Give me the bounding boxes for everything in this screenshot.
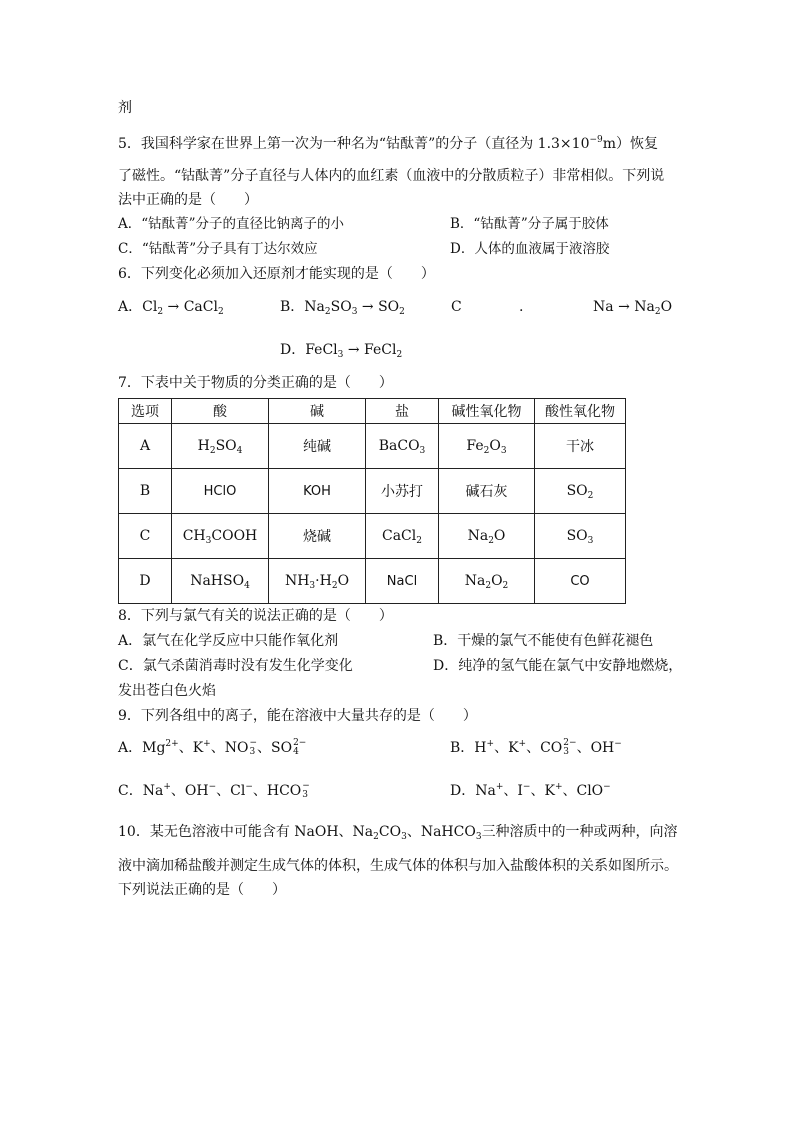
q8-option-a: A．氯气在化学反应中只能作氧化剂	[118, 633, 339, 649]
ion-formula	[576, 783, 610, 799]
table-row	[119, 469, 626, 514]
ion-base: NO	[224, 740, 249, 756]
base-part: ·H	[315, 573, 332, 589]
q5-line2: 了磁性。“钴酞菁”分子直径与人体内的血红素（血液中的分散质粒子）非常相似。下列说	[118, 168, 665, 184]
base-part: O	[337, 573, 350, 589]
classification-table	[118, 398, 626, 604]
q6-stem: 6．下列变化必须加入还原剂才能实现的是（ ）	[118, 266, 435, 282]
ion-charge: +	[203, 739, 211, 749]
q6-c-arrow: →	[618, 299, 630, 315]
acidic-oxide-sub: 2	[587, 491, 594, 501]
ion-base: H	[474, 740, 487, 756]
row-basic-oxide: 碱石灰	[439, 469, 535, 514]
q6-a-to: CaCl	[183, 299, 218, 315]
header-acidic-oxide: 酸性氧化物	[535, 399, 626, 424]
basic-oxide-part: Na	[464, 573, 486, 589]
row-base	[269, 559, 366, 604]
ion-script-stack	[249, 739, 257, 757]
acid-sub: 4	[236, 446, 243, 456]
q6-a-arrow: →	[167, 299, 180, 315]
ion-charge: −	[208, 782, 217, 792]
basic-oxide-sub: 2	[483, 446, 490, 456]
ion-subscript: 3	[302, 790, 308, 800]
ion-separator: 、	[170, 783, 185, 799]
q6-b-from-rest: SO	[330, 299, 352, 315]
q6-b-arrow: →	[361, 299, 374, 315]
q8-stem: 8．下列与氯气有关的说法正确的是（ ）	[118, 608, 393, 624]
row-salt: NaCl	[366, 559, 439, 604]
q5-line1	[118, 134, 658, 154]
q8-option-c: C．氯气杀菌消毒时没有发生化学变化	[118, 658, 353, 674]
salt-part: BaCO	[378, 438, 420, 454]
ion-formula	[230, 783, 253, 799]
q9-a-label: A．	[118, 740, 143, 756]
ion-separator: 、	[210, 740, 225, 756]
acid-part: CH	[182, 528, 206, 544]
ion-separator: 、	[530, 783, 545, 799]
ion-subscript: 3	[563, 747, 570, 757]
acidic-oxide-part: SO	[566, 483, 588, 499]
ion-charge: +	[554, 782, 563, 792]
acidic-oxide-part: SO	[566, 528, 588, 544]
basic-oxide-part: O	[489, 438, 501, 454]
row-acid: HClO	[172, 469, 269, 514]
q6-d-from: FeCl	[305, 342, 338, 358]
ion-formula	[517, 783, 530, 799]
row-basic-oxide	[439, 424, 535, 469]
ion-subscript: 4	[293, 747, 299, 757]
ion-charge: 2+	[165, 739, 179, 749]
salt-sub: 2	[416, 536, 422, 546]
row-base: 烧碱	[269, 514, 366, 559]
basic-oxide-part: O	[493, 528, 506, 544]
basic-oxide-part: Fe	[466, 438, 484, 454]
basic-oxide-sub: 2	[485, 581, 492, 591]
ion-charge: −	[245, 782, 253, 792]
ion-base: OH	[590, 740, 615, 756]
acid-sub: 2	[209, 446, 216, 456]
row-basic-oxide	[439, 514, 535, 559]
q6-b-from-sub: 2	[324, 307, 331, 317]
ion-formula	[271, 740, 306, 756]
basic-oxide-sub: 2	[502, 581, 509, 591]
row-acid	[172, 424, 269, 469]
ion-formula	[591, 740, 622, 756]
header-salt: 盐	[366, 399, 439, 424]
q6-b-to-sub: 2	[399, 307, 405, 317]
row-base: KOH	[269, 469, 366, 514]
ion-formula	[267, 783, 310, 799]
q6-c-from: Na	[593, 299, 614, 315]
q9-option-c	[118, 781, 310, 801]
q5-exponent: −9	[589, 135, 603, 145]
ion-base: K	[544, 783, 555, 799]
salt-part: CaCl	[382, 528, 417, 544]
ion-charge: −	[614, 739, 622, 749]
ion-base: Na	[142, 783, 164, 799]
base-sub: 2	[331, 581, 338, 591]
q6-option-b	[280, 297, 405, 317]
q10-sub: 3	[475, 832, 482, 842]
ion-base: I	[517, 783, 523, 799]
ion-formula	[508, 740, 526, 756]
q6-c-to-sub: 2	[654, 307, 661, 317]
header-basic-oxide: 碱性氧化物	[439, 399, 535, 424]
ion-formula	[225, 740, 257, 756]
ion-base: Mg	[142, 740, 166, 756]
q10-line1	[118, 822, 678, 842]
row-basic-oxide	[439, 559, 535, 604]
q8-option-b: B．干燥的氯气不能使有色鲜花褪色	[433, 633, 654, 649]
row-acid	[172, 559, 269, 604]
ion-charge: +	[486, 739, 495, 749]
ion-charge: +	[495, 782, 504, 792]
basic-oxide-sub: 2	[488, 536, 494, 546]
q6-option-c-label: C	[451, 299, 462, 315]
ion-base: OH	[184, 783, 209, 799]
row-option: B	[119, 469, 172, 514]
table-row	[119, 514, 626, 559]
ion-charge: +	[518, 739, 527, 749]
basic-oxide-part: Na	[467, 528, 489, 544]
q6-option-c	[593, 297, 672, 317]
q6-b-from-sub2: 3	[351, 307, 358, 317]
acid-sub: 4	[244, 581, 250, 591]
ion-base: CO	[540, 740, 563, 756]
q6-option-a	[118, 297, 224, 317]
q6-d-from-sub: 3	[337, 350, 344, 360]
q6-b-from: Na	[304, 299, 325, 315]
ion-separator: 、	[576, 740, 591, 756]
q6-a-from: Cl	[142, 299, 158, 315]
ion-separator: 、	[562, 783, 577, 799]
lead-in-text: 剂	[118, 100, 132, 116]
acid-part: H	[197, 438, 210, 454]
ion-formula	[540, 740, 576, 756]
basic-oxide-part: O	[491, 573, 503, 589]
row-acid	[172, 514, 269, 559]
ion-separator: 、	[252, 783, 267, 799]
q8-option-d: D．纯净的氢气能在氯气中安静地燃烧，	[433, 658, 683, 674]
acid-part: SO	[215, 438, 237, 454]
ion-charge: −	[603, 782, 611, 792]
base-sub: 3	[309, 581, 316, 591]
header-option: 选项	[119, 399, 172, 424]
ion-script-stack	[293, 739, 306, 757]
ion-base: K	[192, 740, 204, 756]
ion-base: HCO	[266, 783, 302, 799]
row-acidic-oxide: 干冰	[535, 424, 626, 469]
ion-separator: 、	[257, 740, 271, 756]
ion-formula	[193, 740, 211, 756]
q6-a-from-sub: 2	[157, 307, 164, 317]
table-row	[119, 559, 626, 604]
q6-d-to-sub: 2	[396, 350, 403, 360]
ion-formula	[142, 740, 179, 756]
q10-text: CO	[378, 824, 402, 840]
salt-sub: 3	[419, 446, 426, 456]
ion-formula	[143, 783, 171, 799]
q7-stem: 7．下表中关于物质的分类正确的是（ ）	[118, 375, 393, 391]
q5-line1-post: m）恢复	[602, 136, 659, 152]
ion-base: Na	[475, 783, 496, 799]
ion-base: K	[508, 740, 519, 756]
q6-a-label: A．	[118, 299, 143, 315]
q5-option-c: C．“钴酞菁”分子具有丁达尔效应	[118, 241, 318, 257]
q10-text: 10．某无色溶液中可能含有 NaOH、Na	[118, 824, 374, 840]
row-option: A	[119, 424, 172, 469]
q9-c-label: C．	[118, 783, 143, 799]
row-salt: 小苏打	[366, 469, 439, 514]
row-option: C	[119, 514, 172, 559]
ion-separator: 、	[503, 783, 518, 799]
ion-subscript: 3	[249, 747, 256, 757]
ion-charge: −	[249, 738, 257, 748]
q6-d-to: FeCl	[364, 342, 397, 358]
acidic-oxide-sub: 3	[587, 536, 594, 546]
base-part: NH	[284, 573, 310, 589]
q10-sub: 2	[373, 832, 379, 842]
q10-text: 三种溶质中的一种或两种，向溶	[481, 824, 678, 840]
ion-charge: +	[163, 782, 171, 792]
row-option: D	[119, 559, 172, 604]
q9-option-d	[450, 781, 611, 801]
q6-c-to-rest: O	[660, 299, 673, 315]
q9-d-label: D．	[450, 783, 476, 799]
q10-sub: 3	[401, 832, 407, 842]
ion-charge: 2−	[293, 738, 307, 748]
header-base: 碱	[269, 399, 366, 424]
q5-line3: 法中正确的是（ ）	[118, 192, 258, 208]
acid-part: NaHSO	[190, 573, 245, 589]
q5-option-a: A．“钴酞菁”分子的直径比钠离子的小	[118, 216, 345, 232]
ion-formula	[185, 783, 216, 799]
ion-charge: −	[302, 781, 310, 791]
ion-base: Cl	[230, 783, 246, 799]
q10-line3: 下列说法正确的是（ ）	[118, 882, 286, 898]
ion-formula	[475, 783, 503, 799]
q8-option-d-cont: 发出苍白色火焰	[118, 683, 216, 699]
basic-oxide-sub: 3	[500, 446, 507, 456]
ion-separator: 、	[178, 740, 193, 756]
row-salt	[366, 424, 439, 469]
q6-b-label: B．	[280, 299, 305, 315]
q6-option-c-dot: .	[519, 299, 524, 315]
row-acidic-oxide	[535, 514, 626, 559]
ion-separator: 、	[526, 740, 541, 756]
ion-charge: −	[522, 782, 531, 792]
q6-b-to: SO	[378, 299, 400, 315]
q6-c-to: Na	[634, 299, 655, 315]
row-salt	[366, 514, 439, 559]
q6-a-to-sub: 2	[217, 307, 224, 317]
ion-formula	[474, 740, 494, 756]
q5-option-d: D．人体的血液属于液溶胶	[450, 241, 610, 257]
q9-option-a	[118, 738, 306, 758]
ion-base: ClO	[576, 783, 604, 799]
ion-separator: 、	[216, 783, 231, 799]
ion-charge: 2−	[563, 738, 577, 748]
table-header-row	[119, 399, 626, 424]
acid-sub: 3	[205, 536, 212, 546]
q9-option-b	[450, 738, 622, 758]
row-base: 纯碱	[269, 424, 366, 469]
ion-separator: 、	[494, 740, 509, 756]
q10-line2: 液中滴加稀盐酸并测定生成气体的体积，生成气体的体积与加入盐酸体积的关系如图所示。	[118, 858, 678, 874]
ion-script-stack	[302, 782, 310, 800]
q6-option-d	[280, 340, 402, 360]
q10-text: 、NaHCO	[406, 824, 476, 840]
q6-d-label: D．	[280, 342, 306, 358]
acid-part: COOH	[211, 528, 258, 544]
row-acidic-oxide	[535, 469, 626, 514]
header-acid: 酸	[172, 399, 269, 424]
ion-base: SO	[271, 740, 293, 756]
ion-script-stack	[563, 739, 576, 757]
q5-line1-pre: 5．我国科学家在世界上第一次为一种名为“钴酞菁”的分子（直径为 1.3×10	[118, 136, 590, 152]
q6-d-arrow: →	[347, 342, 360, 358]
table-row	[119, 424, 626, 469]
q5-option-b: B．“钴酞菁”分子属于胶体	[450, 216, 609, 232]
ion-formula	[544, 783, 562, 799]
row-acidic-oxide: CO	[535, 559, 626, 604]
q9-b-label: B．	[450, 740, 475, 756]
q9-stem: 9．下列各组中的离子，能在溶液中大量共存的是（ ）	[118, 708, 477, 724]
